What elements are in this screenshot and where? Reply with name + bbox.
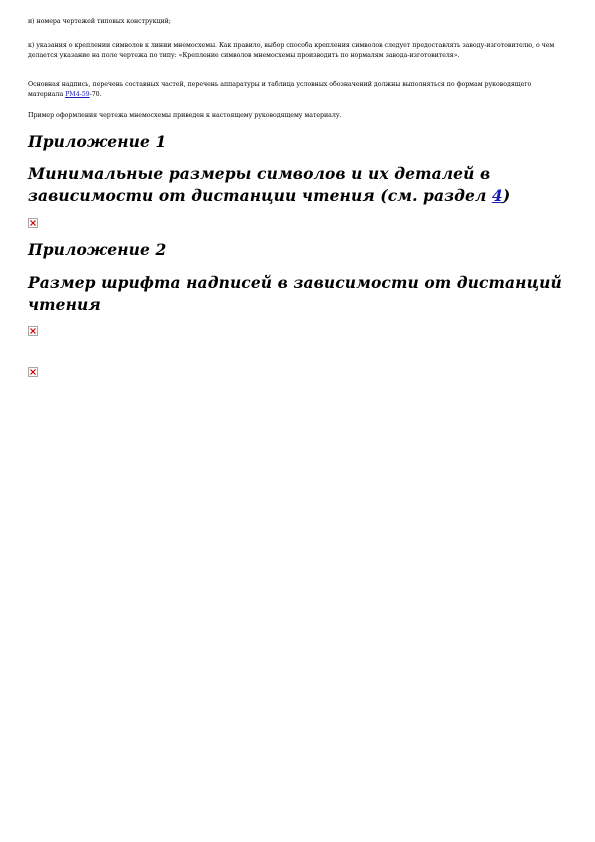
paragraph-forms-suffix: -70. [89, 90, 102, 98]
broken-image-x-mark [30, 220, 36, 226]
paragraph-item-k: к) указания о креплении символов к линии мнемосхемы. Как правило, выбор способа крепления символов следует предоставлять заводу-изготовителю, о чем делается указание на поле чертежа по типу: «Крепление символов мнемосхемы производить по нормалям завода-изготовителя». [28, 42, 555, 59]
broken-image-icon [28, 326, 38, 336]
appendix-2-label: Приложение 2 [28, 240, 167, 259]
paragraph-forms-text: Основная надпись, перечень составных частей, перечень аппаратуры и таблица условных обозначений должны выполняться по формам руководящего материала [28, 81, 532, 98]
appendix-1-title [28, 163, 568, 207]
paragraph-forms [28, 80, 568, 99]
paragraph-example: Пример оформления чертежа мнемосхемы приведен к настоящему руководящему материалу. [28, 112, 342, 119]
broken-image-icon [28, 367, 38, 377]
section-4-link[interactable]: 4 [491, 186, 503, 205]
broken-image-x-mark [30, 369, 36, 375]
appendix-1-title-suffix: ) [502, 186, 511, 205]
appendix-1-title-text: Минимальные размеры символов и их деталей в зависимости от дистанции чтения (см. раздел [28, 164, 492, 205]
paragraph-item-i: и) номера чертежей типовых конструкций; [28, 18, 171, 25]
rm-reference-link[interactable]: РМ4-59 [65, 90, 90, 98]
broken-image-x-mark [30, 328, 36, 334]
broken-image-icon [28, 218, 38, 228]
appendix-2-title: Размер шрифта надписей в зависимости от дистанций чтения [28, 273, 562, 314]
appendix-1-label: Приложение 1 [28, 132, 167, 151]
